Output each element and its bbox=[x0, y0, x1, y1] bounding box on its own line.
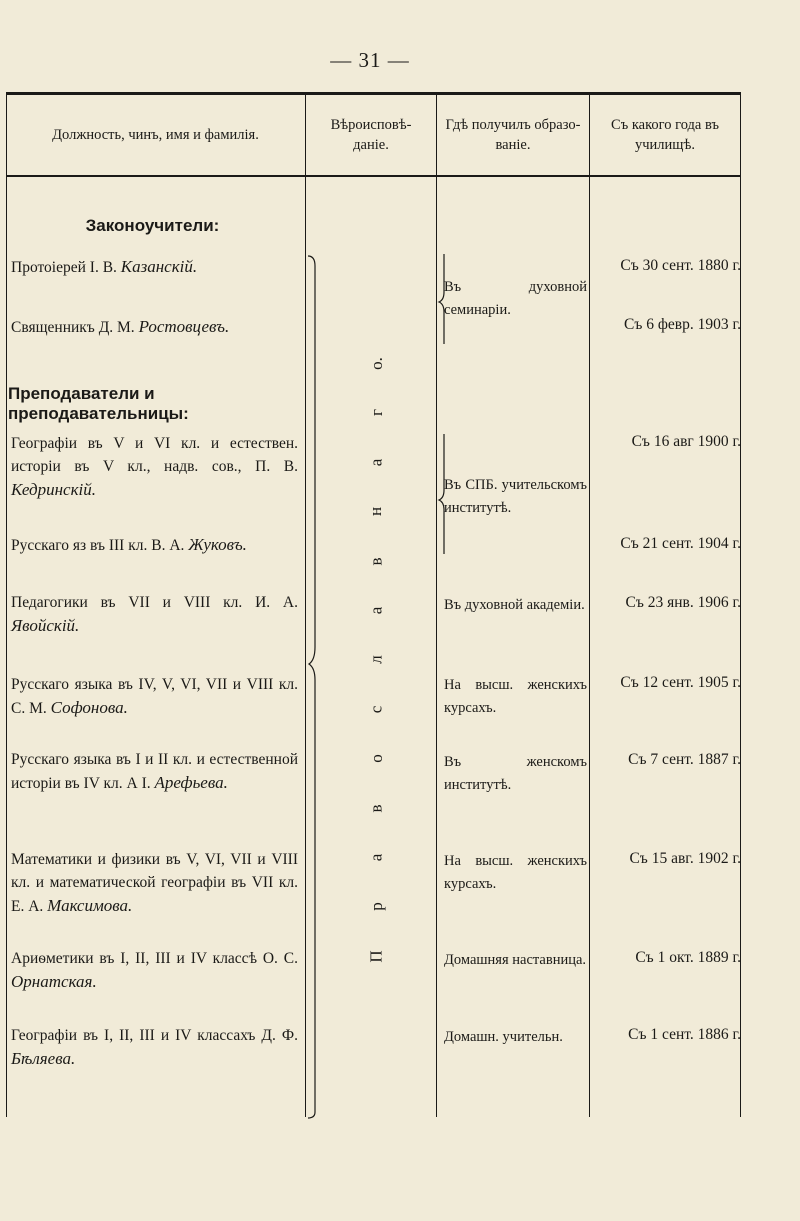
row-5-education: Въ духовной академіи. bbox=[444, 597, 585, 613]
page-number: — 31 — bbox=[330, 48, 410, 72]
religion-brace bbox=[306, 252, 318, 1122]
row-9-education: Домашняя наставница. bbox=[444, 952, 587, 968]
row-4-name: Русскаго яз въ III кл. В. А. Жуковъ. bbox=[11, 535, 247, 554]
row-6-name: Русскаго языка въ IV, V, VI, VII и VIII кл. С. М. Софонова. bbox=[11, 676, 298, 717]
header-position: Должность, чинъ, имя и фамилія. bbox=[52, 127, 259, 144]
row-7-education: Въ женскомъ институтѣ. bbox=[444, 754, 587, 793]
religion-letter: а bbox=[366, 606, 386, 615]
table-top-rule bbox=[6, 92, 740, 95]
religion-letter: а bbox=[366, 853, 386, 862]
row-6-education: На высш. женскихъ курсахъ. bbox=[444, 677, 587, 716]
header-since: Съ какого года въ училищѣ. bbox=[611, 117, 719, 153]
row-3-since: Съ 16 авг 1900 г. bbox=[631, 433, 741, 450]
row-7-name: Русскаго языка въ I и II кл. и естественной исторіи въ IV кл. А І. Арефьева. bbox=[11, 751, 298, 792]
row-8-name: Математики и физики въ V, VI, VII и VIII кл. и математической географіи въ VII кл. Е. А. Максимова. bbox=[11, 851, 298, 915]
row-10-education: Домашн. учительн. bbox=[444, 1029, 563, 1045]
religion-letter: в bbox=[366, 557, 386, 566]
section-teachers: Преподаватели и преподавательницы: bbox=[8, 384, 189, 423]
header-education: Гдѣ получилъ образо- ваніе. bbox=[445, 117, 581, 153]
religion-letter: р bbox=[366, 902, 386, 912]
religion-letter: а bbox=[366, 458, 386, 467]
row-6-since: Съ 12 сент. 1905 г. bbox=[620, 674, 741, 691]
religion-letter: П bbox=[366, 950, 386, 963]
religion-letter: о. bbox=[366, 357, 386, 370]
row-10-name: Географіи въ I, II, III и IV классахъ Д. Ф. Бѣляева. bbox=[11, 1027, 298, 1068]
edu-seminary: Въ духовной семинаріи. bbox=[444, 279, 587, 318]
row-1-name: Протоіерей І. В. Казанскій. bbox=[11, 257, 198, 276]
religion-letter: с bbox=[366, 705, 386, 714]
row-3-name: Географіи въ V и VI кл. и естествен. исторіи въ V кл., надв. сов., П. В. Кедринскій. bbox=[11, 435, 298, 499]
religion-letter: в bbox=[366, 804, 386, 813]
header-religion: Вѣроисповѣ- даніе. bbox=[330, 117, 412, 153]
edu-institute: Въ СПБ. учительскомъ институтѣ. bbox=[444, 477, 587, 516]
row-7-since: Съ 7 сент. 1887 г. bbox=[628, 751, 741, 768]
section-catechists: Законоучители: bbox=[85, 216, 220, 235]
row-8-since: Съ 15 авг. 1902 г. bbox=[629, 850, 741, 867]
row-5-since: Съ 23 янв. 1906 г. bbox=[625, 594, 741, 611]
column-divider-4 bbox=[589, 92, 590, 1117]
row-4-since: Съ 21 сент. 1904 г. bbox=[620, 535, 741, 552]
row-10-since: Съ 1 сент. 1886 г. bbox=[628, 1026, 741, 1043]
row-8-education: На высш. женскихъ курсахъ. bbox=[444, 853, 587, 892]
religion-letter: л bbox=[366, 655, 386, 665]
row-2-since: Съ 6 февр. 1903 г. bbox=[624, 316, 741, 333]
row-5-name: Педагогики въ VII и VIII кл. И. А. Явойскій. bbox=[11, 594, 298, 635]
religion-letter: о bbox=[366, 754, 386, 763]
row-9-since: Съ 1 окт. 1889 г. bbox=[635, 949, 741, 966]
row-1-since: Съ 30 сент. 1880 г. bbox=[620, 257, 741, 274]
column-divider-1 bbox=[6, 92, 7, 1117]
row-9-name: Ариѳметики въ I, II, III и IV классѣ О. С. Орнатская. bbox=[11, 950, 298, 991]
religion-letter: г bbox=[366, 409, 386, 417]
religion-letter: н bbox=[366, 507, 386, 517]
row-2-name: Священникъ Д. М. Ростовцевъ. bbox=[11, 317, 230, 336]
religion-vertical-text bbox=[364, 355, 388, 965]
column-divider-3 bbox=[436, 92, 437, 1117]
